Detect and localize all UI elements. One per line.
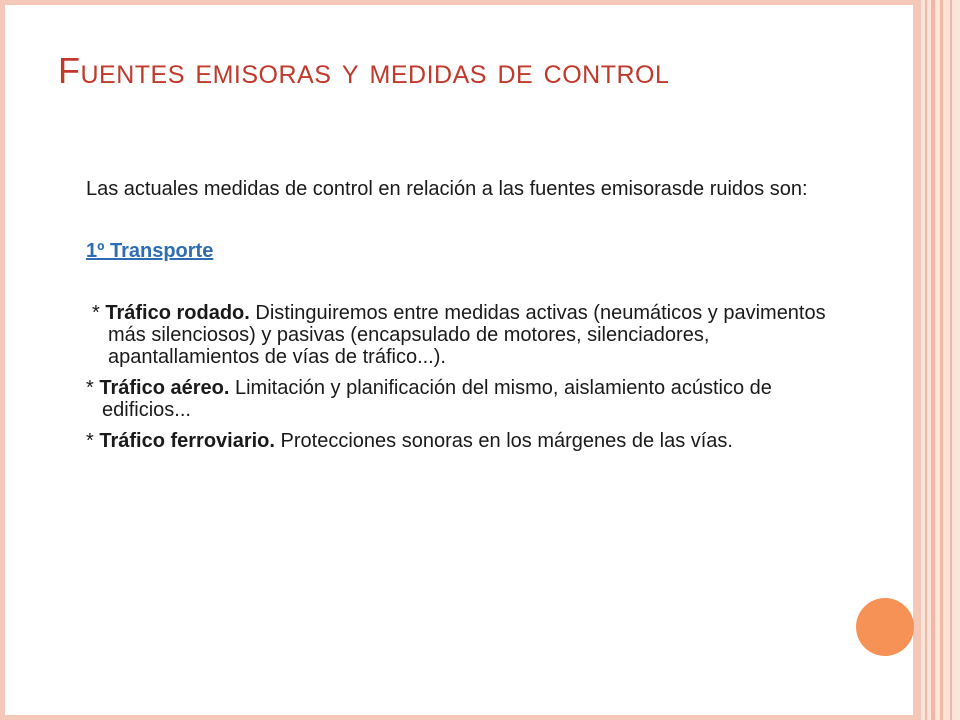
item-prefix: *: [86, 377, 100, 399]
intro-paragraph: Las actuales medidas de control en relación a las fuentes emisorasde ruidos son:: [86, 178, 808, 200]
list-item-trafico-rodado: [86, 302, 866, 368]
frame-bottom-border: [0, 715, 920, 720]
item-prefix: *: [86, 430, 100, 452]
item-text: Limitación y planificación del mismo, aislamiento acústico de edificios...: [102, 377, 772, 421]
frame-right-border: [913, 0, 921, 720]
accent-circle: [856, 598, 914, 656]
item-heading: Tráfico ferroviario.: [99, 430, 275, 452]
decorative-stripe: [925, 0, 927, 720]
list-item-trafico-aereo: [86, 377, 866, 421]
decorative-stripe: [931, 0, 935, 720]
item-text: Distinguiremos entre medidas activas (neumáticos y pavimentos más silenciosos) y pasivas (encapsulado de motores, silenciadores, apantallamientos de vías de tráfico...).: [108, 302, 826, 368]
item-prefix: *: [92, 302, 106, 324]
frame-top-border: [0, 0, 920, 5]
item-text: Protecciones sonoras en los márgenes de las vías.: [274, 430, 733, 452]
slide-body: [86, 178, 866, 461]
item-heading: Tráfico rodado.: [105, 302, 250, 324]
decorative-stripe: [940, 0, 943, 720]
transporte-link[interactable]: 1º Transporte: [86, 240, 214, 262]
list-item-trafico-ferroviario: [86, 430, 866, 452]
slide-title: Fuentes emisoras y medidas de control: [58, 50, 670, 91]
decorative-stripe: [950, 0, 952, 720]
frame-left-border: [0, 0, 5, 720]
item-heading: Tráfico aéreo.: [99, 377, 230, 399]
